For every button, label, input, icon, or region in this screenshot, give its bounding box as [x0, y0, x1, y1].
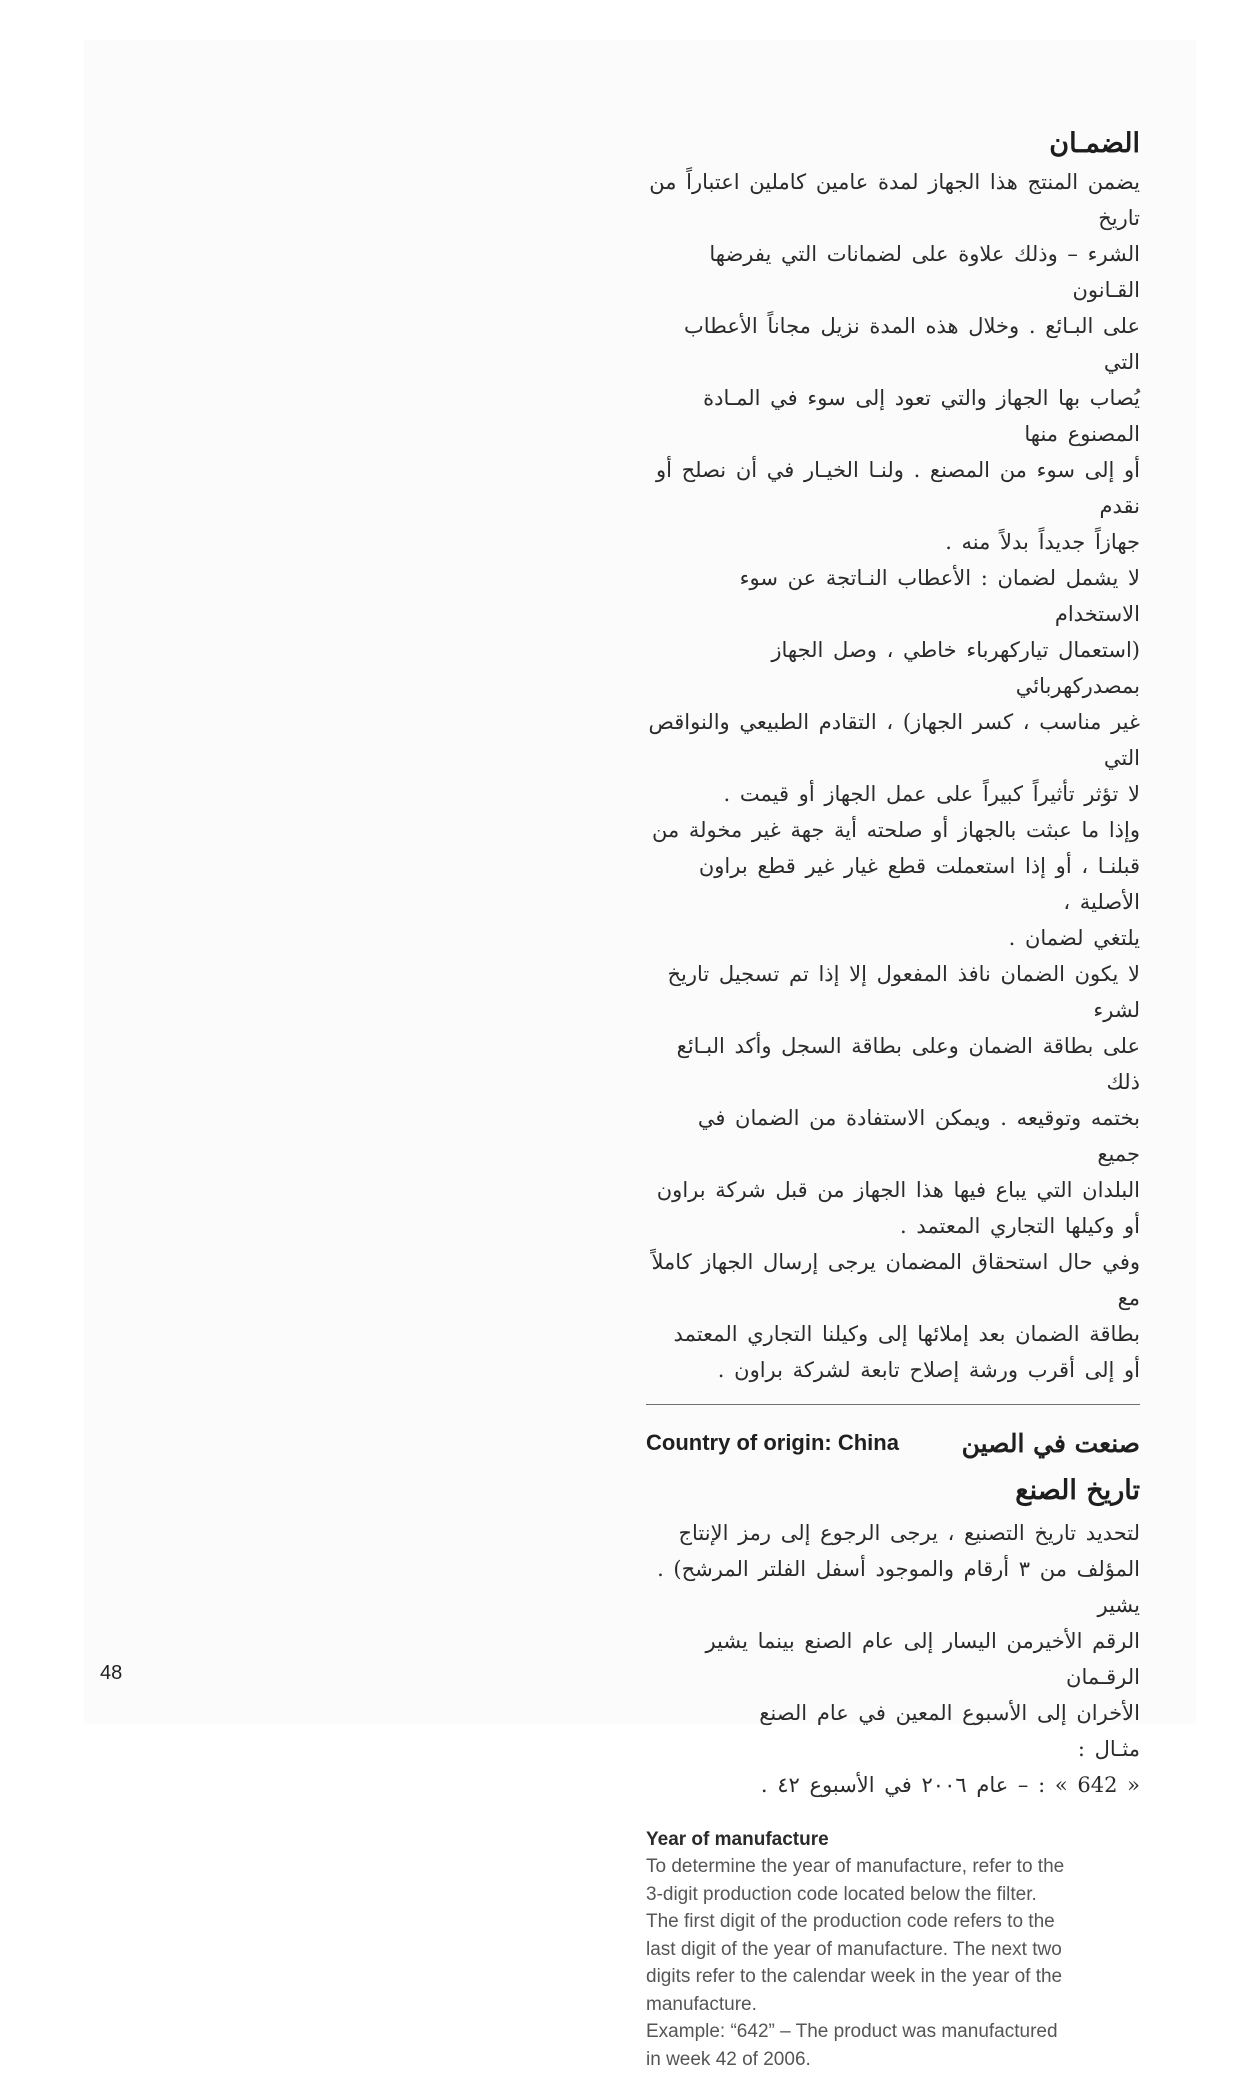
year-of-manufacture-english — [646, 1827, 1140, 2073]
yom-en-line: 3-digit production code located below the filter. — [646, 1881, 1140, 1909]
yom-ar-line: مثـال : — [646, 1731, 1140, 1767]
country-of-origin-english: Country of origin: China — [646, 1430, 899, 1456]
warranty-line: يضمن المنتج هذا الجهاز لمدة عامين كاملين اعتباراً من تاريخ — [646, 164, 1140, 236]
validity-line: على بطاقة الضمان وعلى بطاقة السجل وأكد البـائع ذلك — [646, 1028, 1140, 1100]
yom-en-line: To determine the year of manufacture, refer to the — [646, 1853, 1140, 1881]
yom-en-line: The first digit of the production code refers to the — [646, 1908, 1140, 1936]
warranty-line: أو إلى سوء من المصنع . ولنـا الخيـار في أن نصلح أو نقدم — [646, 452, 1140, 524]
exclusions-line: لا يشمل لضمان : الأعطاب النـاتجة عن سوء الاستخدام — [646, 560, 1140, 632]
validity-line: البلدان التي يباع فيها هذا الجهاز من قبل شركة براون — [646, 1172, 1140, 1208]
yom-en-line: digits refer to the calendar week in the year of the — [646, 1963, 1140, 1991]
year-of-manufacture-heading-english: Year of manufacture — [646, 1827, 1140, 1853]
yom-ar-line: لتحديد تاريخ التصنيع ، يرجى الرجوع إلى رمز الإنتاج — [646, 1515, 1140, 1551]
yom-ar-line: الرقم الأخيرمن اليسار إلى عام الصنع بينما يشير الرقـمان — [646, 1623, 1140, 1695]
country-of-origin-row — [646, 1423, 1140, 1463]
yom-en-line: manufacture. — [646, 1991, 1140, 2019]
warranty-line: الشرء – وذلك علاوة على لضمانات التي يفرضها القـانون — [646, 236, 1140, 308]
section-divider — [646, 1404, 1140, 1405]
warranty-heading: الضمـان — [646, 124, 1140, 164]
validity-line: بختمه وتوقيعه . ويمكن الاستفادة من الضمان في جميع — [646, 1100, 1140, 1172]
void-line: قبلنـا ، أو إذا استعملت قطع غيار غير قطع براون الأصلية ، — [646, 848, 1140, 920]
warranty-line: يُصاب بها الجهاز والتي تعود إلى سوء في المـادة المصنوع منها — [646, 380, 1140, 452]
content-column — [646, 124, 1140, 2073]
exclusions-line: (استعمال تياركهرباء خاطي ، وصل الجهاز بمصدركهربائي — [646, 632, 1140, 704]
year-of-manufacture-heading-arabic: تاريخ الصنع — [646, 1471, 1140, 1511]
yom-en-line: in week 42 of 2006. — [646, 2046, 1140, 2073]
page-number: 48 — [100, 1662, 122, 1685]
warranty-line: على البـائع . وخلال هذه المدة نزيل مجاناً الأعطاب التي — [646, 308, 1140, 380]
claim-line: أو إلى أقرب ورشة إصلاح تابعة لشركة براون . — [646, 1352, 1140, 1388]
validity-line: أو وكيلها التجاري المعتمد . — [646, 1208, 1140, 1244]
validity-line: لا يكون الضمان نافذ المفعول إلا إذا تم تسجيل تاريخ لشرء — [646, 956, 1140, 1028]
claim-line: بطاقة الضمان بعد إملائها إلى وكيلنا التجاري المعتمد — [646, 1316, 1140, 1352]
country-of-origin-arabic: صنعت في الصين — [962, 1429, 1140, 1458]
warranty-body — [646, 164, 1140, 1388]
void-line: يلتغي لضمان . — [646, 920, 1140, 956]
claim-line: وفي حال استحقاق المضمان يرجى إرسال الجهاز كاملاً مع — [646, 1244, 1140, 1316]
year-of-manufacture-body-arabic — [646, 1515, 1140, 1803]
yom-en-line: Example: “642” – The product was manufactured — [646, 2018, 1140, 2046]
warranty-line: جهازاً جديداً بدلاً منه . — [646, 524, 1140, 560]
exclusions-line: لا تؤثر تأثيراً كبيراً على عمل الجهاز أو قيمت . — [646, 776, 1140, 812]
yom-ar-line: المؤلف من ٣ أرقام والموجود أسفل الفلتر المرشح) . يشير — [646, 1551, 1140, 1623]
yom-ar-line: « 642 » : – عام ٢٠٠٦ في الأسبوع ٤٢ . — [646, 1767, 1140, 1803]
yom-ar-line: الأخران إلى الأسبوع المعين في عام الصنع — [646, 1695, 1140, 1731]
void-line: وإذا ما عبثت بالجهاز أو صلحته أية جهة غير مخولة من — [646, 812, 1140, 848]
yom-en-line: last digit of the year of manufacture. The next two — [646, 1936, 1140, 1964]
exclusions-line: غير مناسب ، كسر الجهاز) ، التقادم الطبيعي والنواقص التي — [646, 704, 1140, 776]
